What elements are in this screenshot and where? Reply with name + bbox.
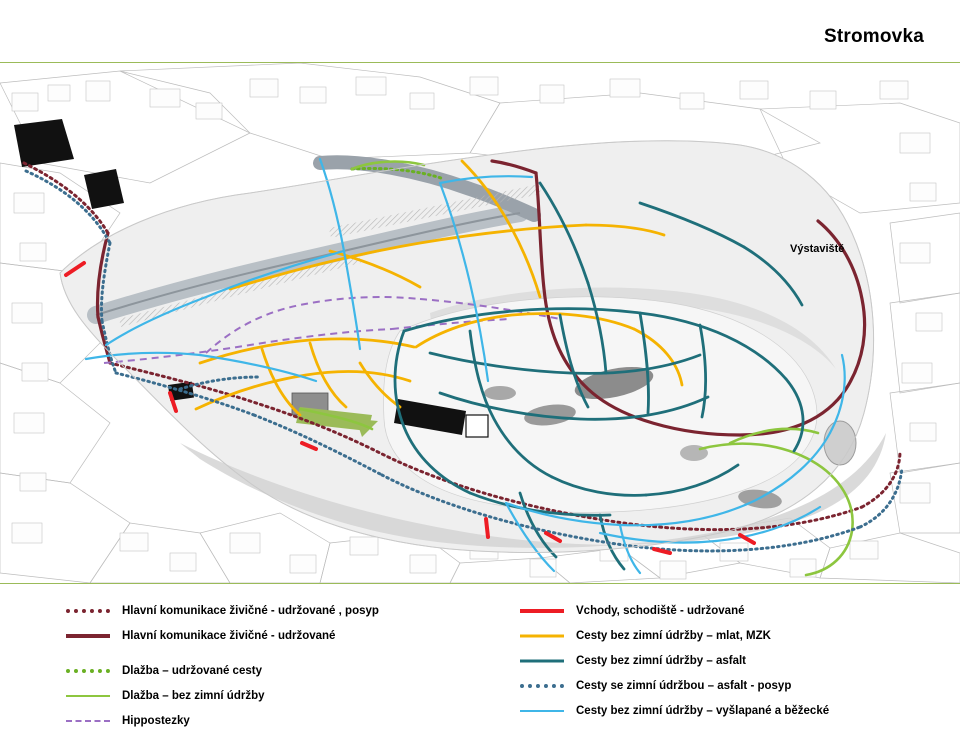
map-svg	[0, 63, 960, 583]
legend-item	[66, 683, 486, 708]
legend-label: Dlažba – udržované cesty	[122, 664, 262, 677]
legend-item	[520, 598, 950, 623]
solid-line-swatch	[520, 705, 564, 717]
legend-item	[520, 648, 950, 673]
legend-item	[520, 698, 950, 723]
legend-column-left	[66, 598, 486, 733]
legend-label: Vchody, schodiště - udržované	[576, 604, 745, 617]
map-canvas[interactable]	[0, 62, 960, 584]
legend-label: Cesty bez zimní údržby – mlat, MZK	[576, 629, 771, 642]
legend-label: Cesty se zimní údržbou – asfalt - posyp	[576, 679, 792, 692]
legend-item	[66, 623, 486, 648]
legend-column-right	[520, 598, 950, 723]
page-title: Stromovka	[823, 26, 924, 47]
solid-line-swatch	[520, 655, 564, 667]
solid-line-swatch	[520, 630, 564, 642]
solid-line-swatch	[66, 690, 110, 702]
legend-label: Hlavní komunikace živičné - udržované	[122, 629, 336, 642]
dotted-line-swatch	[66, 665, 110, 677]
legend-label: Hlavní komunikace živičné - udržované , posyp	[122, 604, 379, 617]
legend-label: Cesty bez zimní údržby – vyšlapané a běžecké	[576, 704, 830, 717]
legend-item	[520, 623, 950, 648]
legend-item	[66, 598, 486, 623]
legend-item	[66, 708, 486, 733]
dotted-line-swatch	[66, 605, 110, 617]
solid-line-swatch	[66, 630, 110, 642]
legend-label: Hippostezky	[122, 714, 190, 727]
legend-item	[520, 673, 950, 698]
solid-line-swatch	[520, 605, 564, 617]
legend	[0, 586, 960, 727]
legend-label: Cesty bez zimní údržby – asfalt	[576, 654, 746, 667]
map-label-vystaviste: Výstaviště	[790, 243, 845, 255]
legend-item	[66, 658, 486, 683]
dotted-line-swatch	[520, 680, 564, 692]
dashed-line-swatch	[66, 715, 110, 727]
legend-label: Dlažba – bez zimní údržby	[122, 689, 265, 702]
